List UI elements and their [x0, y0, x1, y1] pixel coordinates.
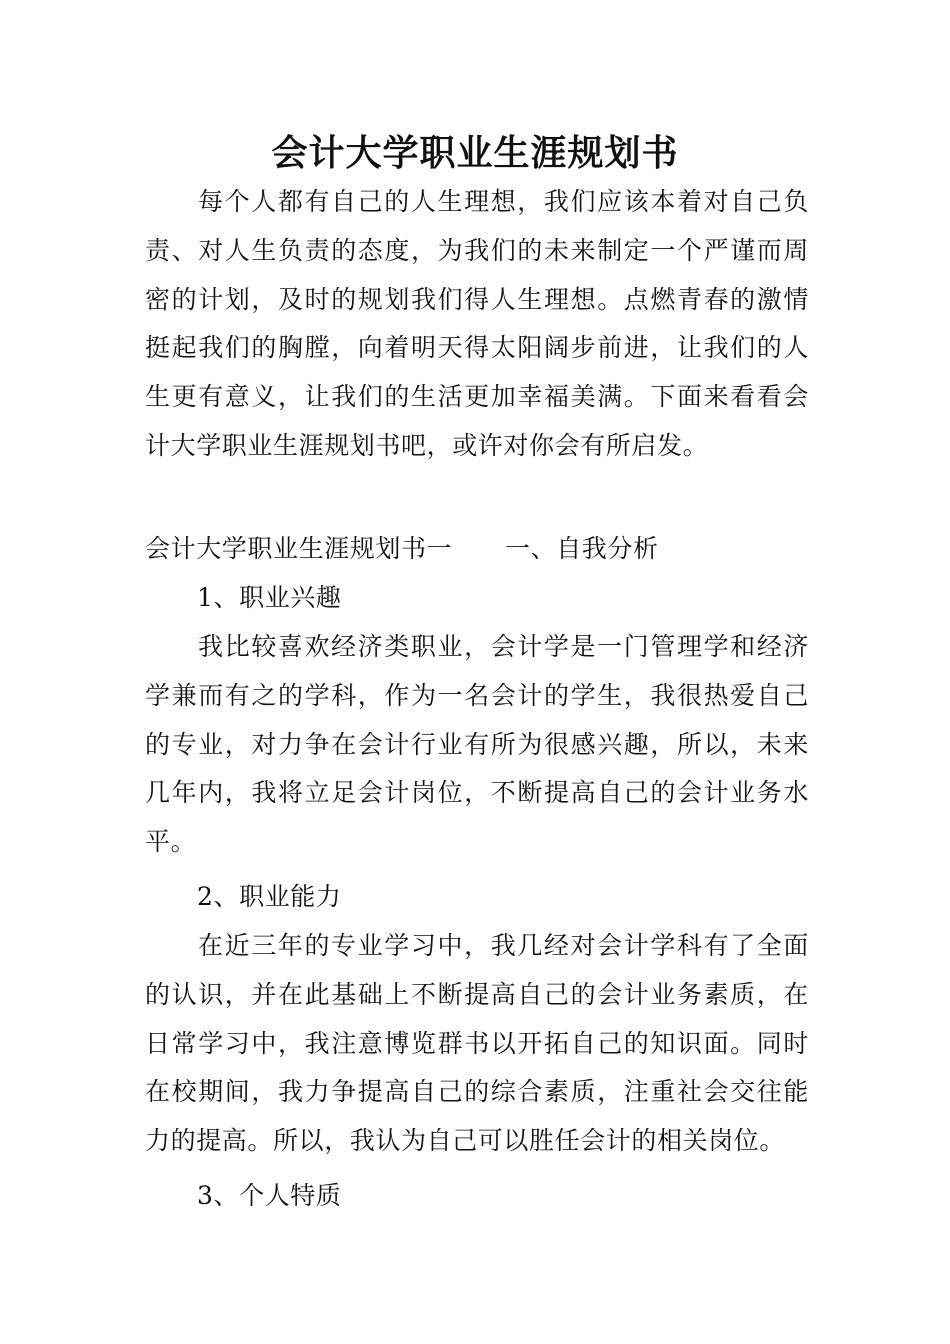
- item3-heading: 3、个人特质: [197, 1181, 342, 1210]
- item1-heading: 1、职业兴趣: [197, 583, 342, 612]
- section-subheading: 一、自我分析: [505, 534, 659, 563]
- item2-heading: 2、职业能力: [197, 882, 342, 911]
- intro-text: 每个人都有自己的人生理想，我们应该本着对自己负责、对人生负责的态度，为我们的未来制定一个严谨而周密的计划，及时的规划我们得人生理想。点燃青春的激情挺起我们的胸膛，向着明天得太阳阔步前进，让我们的人生更有意义，让我们的生活更加幸福美满。下面来看看会计大学职业生涯规划书吧，或许对你会有所启发。: [145, 187, 809, 460]
- item1-text: 我比较喜欢经济类职业，会计学是一门管理学和经济学兼而有之的学科，作为一名会计的学生，我很热爱自己的专业，对力争在会计行业有所为很感兴趣，所以，未来几年内，我将立足会计岗位，不断提高自己的会计业务水平。: [145, 632, 809, 857]
- item2-paragraph: [145, 922, 809, 1166]
- item1-paragraph: [145, 623, 809, 867]
- section-heading: 会计大学职业生涯规划书一: [145, 534, 453, 563]
- page-title: 会计大学职业生涯规划书: [271, 132, 679, 174]
- intro-paragraph: [145, 178, 809, 471]
- item2-text: 在近三年的专业学习中，我几经对会计学科有了全面的认识，并在此基础上不断提高自己的会计业务素质，在日常学习中，我注意博览群书以开拓自己的知识面。同时在校期间，我力争提高自己的综合素质，注重社会交往能力的提高。所以，我认为自己可以胜任会计的相关岗位。: [145, 931, 809, 1156]
